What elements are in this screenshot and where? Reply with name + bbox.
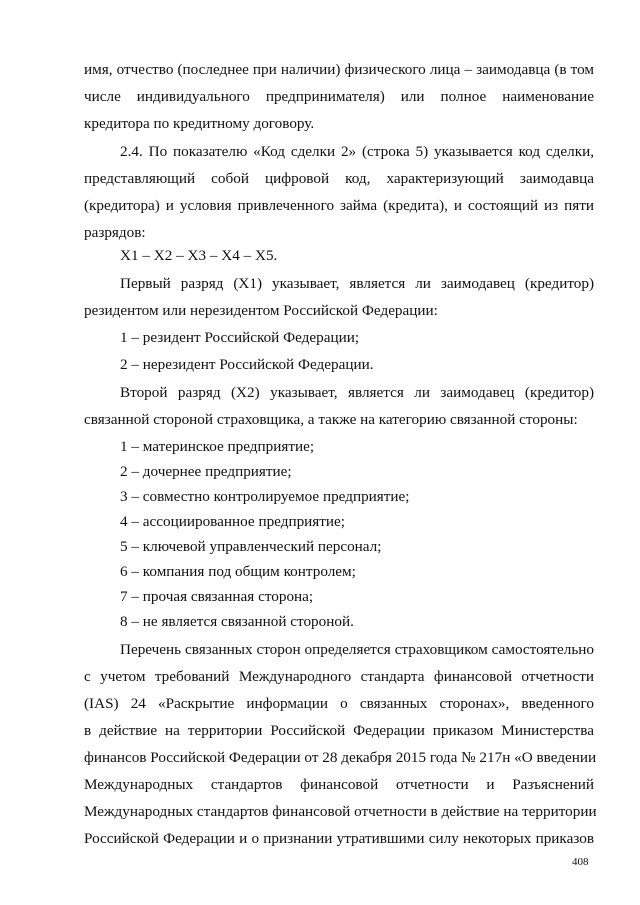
text-line: представляющий собой цифровой код, характеризующий заимодавца xyxy=(84,170,594,187)
text-line: в действие на территории Российской Федерации приказом Министерства xyxy=(84,722,594,739)
list-item: 1 – резидент Российской Федерации; xyxy=(120,329,360,346)
text-line: Перечень связанных сторон определяется страховщиком самостоятельно xyxy=(120,641,594,658)
list-item: 5 – ключевой управленческий персонал; xyxy=(120,538,382,555)
text-line: Второй разряд (X2) указывает, является ли заимодавец (кредитор) xyxy=(120,384,594,401)
text-line: (кредитора) и условия привлеченного займа (кредита), и состоящий из пяти xyxy=(84,197,594,214)
code-formula: X1 – X2 – X3 – X4 – X5. xyxy=(120,247,278,264)
text-line: разрядов: xyxy=(84,224,146,241)
text-line: с учетом требований Международного стандарта финансовой отчетности xyxy=(84,668,594,685)
text-line: Первый разряд (X1) указывает, является ли заимодавец (кредитор) xyxy=(120,275,594,292)
list-item: 1 – материнское предприятие; xyxy=(120,438,315,455)
list-item: 3 – совместно контролируемое предприятие; xyxy=(120,488,410,505)
text-line: кредитора по кредитному договору. xyxy=(84,115,315,132)
text-line: связанной стороной страховщика, а также на категорию связанной стороны: xyxy=(84,411,578,428)
paragraph-heading-line: 2.4. По показателю «Код сделки 2» (строка 5) указывается код сделки, xyxy=(120,143,594,160)
text-line: Международных стандартов финансовой отчетности в действие на территории xyxy=(84,803,597,820)
list-item: 4 – ассоциированное предприятие; xyxy=(120,513,346,530)
list-item: 2 – дочернее предприятие; xyxy=(120,463,292,480)
list-item: 8 – не является связанной стороной. xyxy=(120,613,354,630)
list-item: 7 – прочая связанная сторона; xyxy=(120,588,314,605)
page-number: 408 xyxy=(572,856,589,868)
text-line: резидентом или нерезидентом Российской Федерации: xyxy=(84,302,438,319)
text-line: Российской Федерации и о признании утратившими силу некоторых приказов xyxy=(84,830,594,847)
list-item: 2 – нерезидент Российской Федерации. xyxy=(120,356,374,373)
text-line: имя, отчество (последнее при наличии) физического лица – заимодавца (в том xyxy=(84,61,594,78)
text-line: числе индивидуального предпринимателя) или полное наименование xyxy=(84,88,594,105)
text-line: финансов Российской Федерации от 28 декабря 2015 года № 217н «О введении xyxy=(84,749,597,766)
text-line: (IAS) 24 «Раскрытие информации о связанных сторонах», введенного xyxy=(84,695,594,712)
list-item: 6 – компания под общим контролем; xyxy=(120,563,356,580)
text-line: Международных стандартов финансовой отчетности и Разъяснений xyxy=(84,776,594,793)
